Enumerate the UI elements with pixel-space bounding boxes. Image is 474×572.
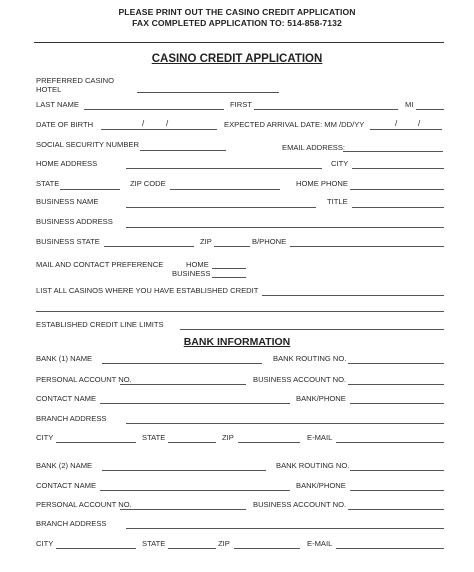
bank1-city-label: CITY [36,433,54,442]
list-casinos-field-1[interactable] [262,295,444,296]
bank2-business-acct-label: BUSINESS ACCOUNT NO. [253,500,347,509]
arrival-slash-1: / [395,119,398,128]
title-field[interactable] [352,207,444,208]
bank2-zip-label: ZIP [218,539,230,548]
mail-pref-business-label: BUSINESS [172,269,211,278]
bank2-contact-name-field[interactable] [100,490,290,491]
bank1-zip-field[interactable] [238,442,300,443]
last-name-label: LAST NAME [36,100,79,109]
list-casinos-label: LIST ALL CASINOS WHERE YOU HAVE ESTABLISHED CREDIT [36,286,259,295]
bank1-state-field[interactable] [168,442,216,443]
first-name-field[interactable] [254,109,398,110]
business-zip-field[interactable] [214,246,250,247]
bank1-email-field[interactable] [336,442,444,443]
bank2-contact-name-label: CONTACT NAME [36,481,97,490]
bank1-business-acct-label: BUSINESS ACCOUNT NO. [253,375,347,384]
email-field[interactable] [343,151,443,152]
bank2-state-label: STATE [142,539,166,548]
bank2-state-field[interactable] [168,548,216,549]
business-address-label: BUSINESS ADDRESS [36,217,113,226]
bank1-phone-label: BANK/PHONE [296,394,346,403]
expected-arrival-field[interactable] [370,129,442,130]
home-state-label: STATE [36,179,60,188]
middle-initial-label: MI [405,100,414,109]
dob-slash-1: / [142,119,145,128]
bank1-contact-name-label: CONTACT NAME [36,394,97,403]
bank1-name-field[interactable] [102,363,262,364]
first-name-label: FIRST [230,100,252,109]
business-state-label: BUSINESS STATE [36,237,100,246]
home-address-field[interactable] [126,168,322,169]
bank2-routing-label: BANK ROUTING NO. [276,461,350,470]
bank1-email-label: E-MAIL [307,433,333,442]
date-of-birth-label: DATE OF BIRTH [36,120,94,129]
credit-limits-field[interactable] [180,329,444,330]
preferred-casino-label: PREFERRED CASINO [36,76,115,85]
date-of-birth-field[interactable] [101,129,217,130]
bank2-routing-field[interactable] [350,470,444,471]
business-phone-label: B/PHONE [252,237,287,246]
bank1-business-acct-field[interactable] [348,384,444,385]
bank1-state-label: STATE [142,433,166,442]
bank1-branch-address-label: BRANCH ADDRESS [36,414,107,423]
business-phone-field[interactable] [290,246,444,247]
ssn-field[interactable] [140,150,226,151]
preferred-casino-field[interactable] [137,92,279,93]
bank2-personal-acct-label: PERSONAL ACCOUNT NO. [36,500,132,509]
mail-pref-home-field[interactable] [212,268,246,269]
home-phone-field[interactable] [350,189,444,190]
business-name-field[interactable] [126,207,316,208]
home-state-field[interactable] [60,189,120,190]
header-line-1: PLEASE PRINT OUT THE CASINO CREDIT APPLICATION [118,7,356,17]
business-zip-label: ZIP [200,237,212,246]
home-phone-label: HOME PHONE [296,179,348,188]
middle-initial-field[interactable] [416,109,444,110]
bank1-personal-acct-field[interactable] [120,384,246,385]
bank2-business-acct-field[interactable] [348,509,444,510]
mail-preference-label: MAIL AND CONTACT PREFERENCE [36,260,164,269]
mail-pref-business-field[interactable] [212,277,246,278]
bank2-email-field[interactable] [336,548,444,549]
header-divider [34,42,444,43]
bank2-phone-label: BANK/PHONE [296,481,346,490]
bank-info-title: BANK INFORMATION [183,336,291,348]
bank2-branch-address-label: BRANCH ADDRESS [36,519,107,528]
preferred-casino-hotel-label: HOTEL [36,85,62,94]
bank2-city-label: CITY [36,539,54,548]
header-line-2: FAX COMPLETED APPLICATION TO: 514-858-7132 [132,18,342,28]
dob-slash-2: / [166,119,169,128]
home-city-field[interactable] [352,168,444,169]
bank2-name-field[interactable] [102,470,266,471]
home-zip-field[interactable] [170,189,280,190]
bank1-branch-address-field[interactable] [126,423,444,424]
bank1-personal-acct-label: PERSONAL ACCOUNT NO. [36,375,132,384]
home-zip-label: ZIP CODE [130,179,166,188]
bank2-branch-address-field[interactable] [126,528,444,529]
business-address-field[interactable] [126,227,444,228]
bank2-zip-field[interactable] [234,548,300,549]
home-address-label: HOME ADDRESS [36,159,98,168]
bank2-personal-acct-field[interactable] [120,509,246,510]
list-casinos-field-2[interactable] [36,311,444,312]
bank2-phone-field[interactable] [350,490,444,491]
bank1-zip-label: ZIP [222,433,234,442]
arrival-slash-2: / [418,119,421,128]
home-city-label: CITY [331,159,349,168]
last-name-field[interactable] [84,109,224,110]
bank2-name-label: BANK (2) NAME [36,461,93,470]
bank2-email-label: E-MAIL [307,539,333,548]
credit-limits-label: ESTABLISHED CREDIT LINE LIMITS [36,320,164,329]
email-label: EMAIL ADDRESS: [282,143,346,152]
ssn-label: SOCIAL SECURITY NUMBER [36,140,139,149]
business-name-label: BUSINESS NAME [36,197,99,206]
bank1-contact-name-field[interactable] [100,403,290,404]
business-state-field[interactable] [104,246,194,247]
bank1-phone-field[interactable] [350,403,444,404]
mail-pref-home-label: HOME [186,260,209,269]
bank1-routing-label: BANK ROUTING NO. [273,354,347,363]
expected-arrival-label: EXPECTED ARRIVAL DATE: MM /DD/YY [224,120,365,129]
bank1-routing-field[interactable] [348,363,444,364]
bank1-city-field[interactable] [56,442,136,443]
form-title: CASINO CREDIT APPLICATION [151,53,323,65]
title-label: TITLE [327,197,348,206]
bank1-name-label: BANK (1) NAME [36,354,93,363]
bank2-city-field[interactable] [56,548,136,549]
